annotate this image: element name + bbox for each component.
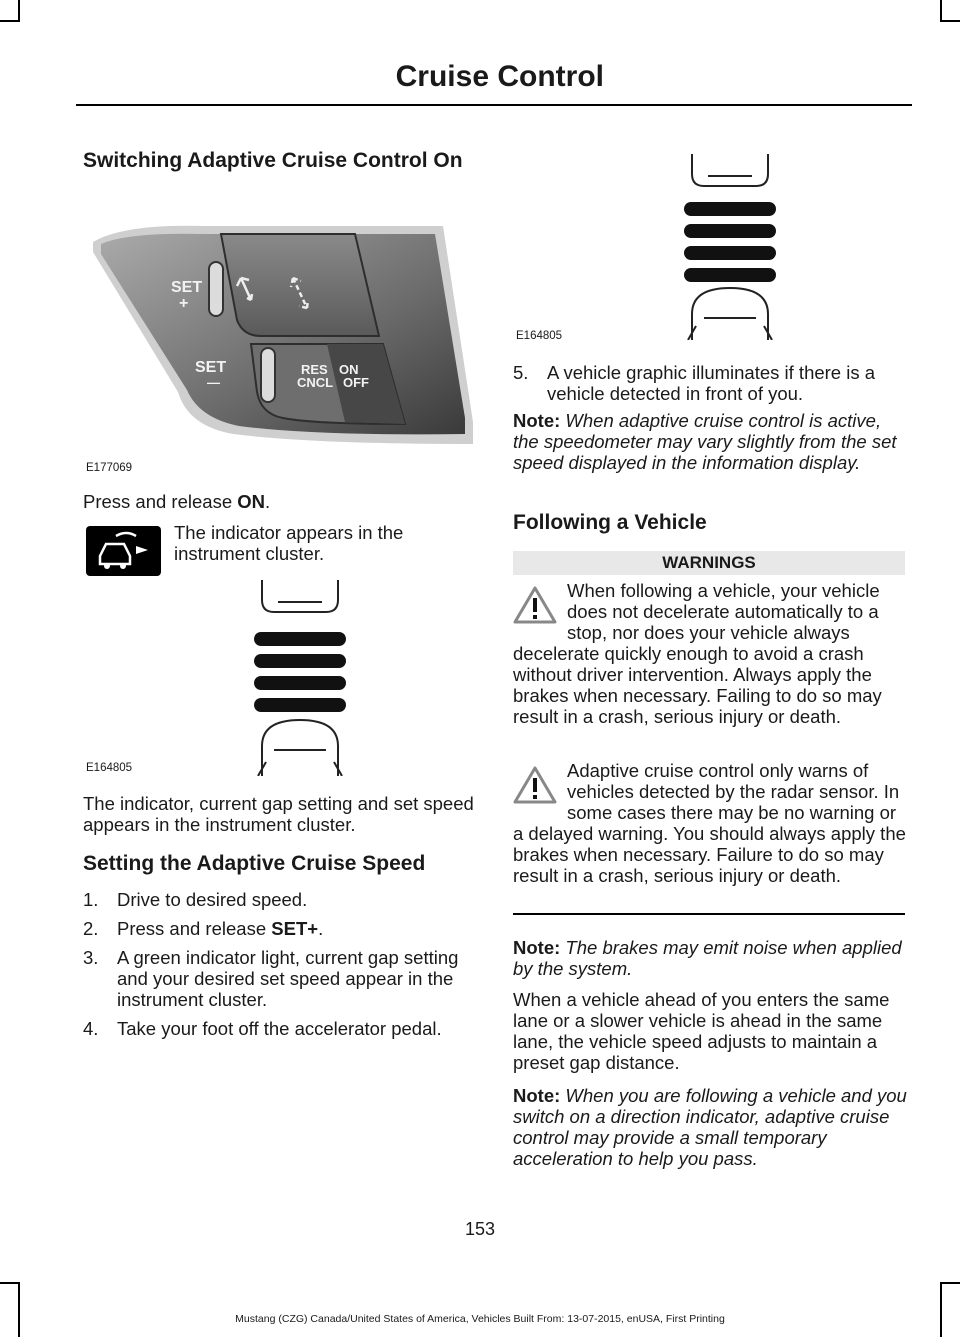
section-heading: Switching Adaptive Cruise Control On xyxy=(83,149,463,172)
warnings-rule xyxy=(513,913,905,915)
gap-setting-graphic xyxy=(684,154,776,340)
warning-block xyxy=(513,580,908,727)
note: Note: The brakes may emit noise when applied by the system. xyxy=(513,937,902,979)
figure-id: E177069 xyxy=(86,462,133,474)
list-item: 5. A vehicle graphic illuminates if there is a vehicle detected in front of you. xyxy=(513,362,876,404)
crop-mark xyxy=(0,1282,20,1284)
page-number: 153 xyxy=(464,1219,496,1239)
step-5 xyxy=(513,362,908,412)
section-heading: Following a Vehicle xyxy=(513,511,707,534)
header-rule xyxy=(76,104,912,106)
gap-setting-graphic xyxy=(254,580,346,776)
list-item: 3. A green indicator light, current gap setting and your desired set speed appear in the instrument cluster. xyxy=(83,947,459,1010)
crop-mark xyxy=(940,1282,960,1284)
set-plus-symbol: + xyxy=(179,295,189,312)
crop-mark xyxy=(940,20,960,22)
set-minus-symbol: — xyxy=(207,375,220,390)
crop-mark xyxy=(940,0,942,22)
off-label: OFF xyxy=(343,375,369,390)
acc-indicator-icon xyxy=(86,526,161,576)
set-minus-label: SET xyxy=(195,359,227,376)
crop-mark xyxy=(940,1282,942,1337)
list-item: 2. Press and release SET+. xyxy=(83,918,324,939)
indicator-text: The indicator appears in the instrument cluster. xyxy=(174,522,404,564)
warnings-header: WARNINGS xyxy=(513,551,905,575)
crop-mark xyxy=(0,20,20,22)
figure-id: E164805 xyxy=(86,762,133,774)
warning-block xyxy=(513,760,908,886)
indicator-paragraph: The indicator, current gap setting and set speed appears in the instrument cluster. xyxy=(83,793,474,835)
figure-id: E164805 xyxy=(516,330,563,342)
warning-text: When following a vehicle, your vehicle does not decelerate automatically to a stop, nor does your vehicle always decelerate quickly enough to avoid a crash without driver intervention. Always apply the brakes when necessary. Failing to do so may result in a crash, serious injury or death. xyxy=(513,580,882,727)
list-item: 1. Drive to desired speed. xyxy=(83,889,308,910)
set-plus-label: SET xyxy=(171,279,203,296)
list-item: 4. Take your foot off the accelerator pedal. xyxy=(83,1018,442,1039)
crop-mark xyxy=(18,0,20,22)
steps-list xyxy=(83,889,478,1047)
res-label: RES xyxy=(301,362,328,377)
note: Note: When adaptive cruise control is active, the speedometer may vary slightly from the set speed displayed in the information display. xyxy=(513,410,897,473)
steering-switch-illustration xyxy=(83,212,473,482)
page-title: Cruise Control xyxy=(395,60,604,93)
on-label: ON xyxy=(339,362,359,377)
cncl-label: CNCL xyxy=(297,375,334,390)
steering-switch-figure xyxy=(83,212,473,482)
press-on-text: Press and release ON. xyxy=(83,491,271,512)
warning-text: Adaptive cruise control only warns of vehicles detected by the radar sensor. In some cases there may be no warning or a delayed warning. You should always apply the brakes when necessary. Failure to do so may result in a crash, serious injury or death. xyxy=(513,760,906,886)
gap-paragraph: When a vehicle ahead of you enters the same lane or a slower vehicle is ahead in the same lane, the vehicle speed adjusts to maintain a preset gap distance. xyxy=(513,989,890,1073)
note: Note: When you are following a vehicle and you switch on a direction indicator, adaptive cruise control may provide a small temporary acceleration to help you pass. xyxy=(513,1085,907,1169)
warning-triangle-icon xyxy=(513,766,557,804)
footer-line: Mustang (CZG) Canada/United States of America, Vehicles Built From: 13-07-2015, enUSA, First Printing xyxy=(235,1313,725,1325)
section-heading: Setting the Adaptive Cruise Speed xyxy=(83,852,426,875)
crop-mark xyxy=(18,1282,20,1337)
warning-triangle-icon xyxy=(513,586,557,624)
